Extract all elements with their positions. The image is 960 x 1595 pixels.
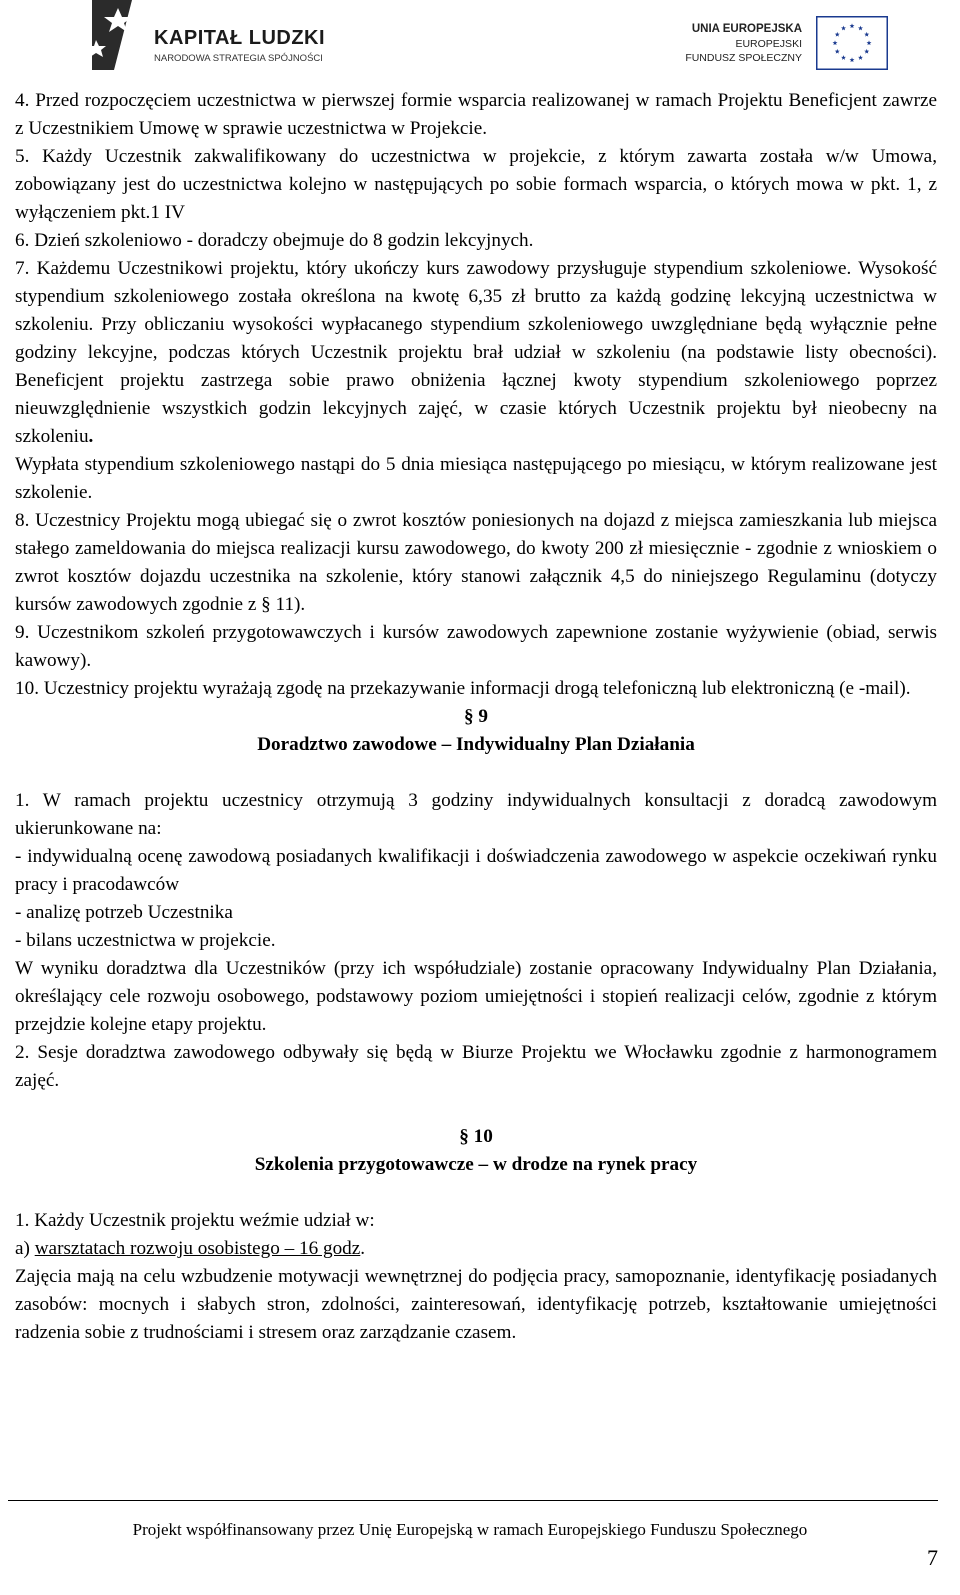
paragraph-7-period: .	[88, 426, 94, 447]
spacer	[15, 1095, 937, 1123]
section-10-paragraph-1: 1. Każdy Uczestnik projektu weźmie udział w:	[15, 1210, 375, 1231]
section-9-list-item-2: - analizę potrzeb Uczestnika	[15, 902, 233, 923]
section-10-item-a-prefix: a)	[15, 1238, 35, 1259]
eu-logo	[668, 12, 888, 72]
section-9-paragraph-2: W wyniku doradztwa dla Uczestników (przy ich współudziale) zostanie opracowany Indywidualny Plan Działania, określający cele rozwoju osobowego, podstawowy poziom umiejętności i stopień realizacji celów, zgodnie z którym przejdzie kolejne etapy projektu.	[15, 958, 937, 1035]
document-body	[15, 87, 937, 1347]
section-9-paragraph-3: 2. Sesje doradztwa zawodowego odbywały się będą w Biurze Projektu we Włocławku zgodnie z harmonogramem zajęć.	[15, 1042, 937, 1091]
paragraph-7b: Wypłata stypendium szkoleniowego nastąpi do 5 dnia miesiąca następującego po miesiącu, w którym realizowane jest szkolenie.	[15, 454, 937, 503]
eu-logo-line3: FUNDUSZ SPOŁECZNY	[685, 52, 802, 64]
section-10-item-a-period: .	[360, 1238, 366, 1259]
kapital-ludzki-logo	[88, 0, 358, 72]
paragraph-8: 8. Uczestnicy Projektu mogą ubiegać się o zwrot kosztów poniesionych na dojazd z miejsca zamieszkania lub miejsca stałego zameldowania do miejsca realizacji kursu zawodowego, do kwoty 200 zł miesięcznie - zgodnie z wnioskiem o zwrot kosztów dojazdu uczestnika na szkolenie, który stanowi załącznik 4,5 do niniejszego Regulaminu (dotyczy kursów zawodowych zgodnie z § 11).	[15, 510, 937, 615]
section-10-item-a	[15, 1235, 937, 1263]
eu-flag-icon	[816, 16, 888, 70]
footer-text: Projekt współfinansowany przez Unię Europejską w ramach Europejskiego Funduszu Społecznego	[132, 1520, 808, 1539]
paragraph-6: 6. Dzień szkoleniowo - doradczy obejmuje do 8 godzin lekcyjnych.	[15, 230, 534, 251]
paragraph-9: 9. Uczestnikom szkoleń przygotowawczych i kursów zawodowych zapewnione zostanie wyżywienie (obiad, serwis kawowy).	[15, 622, 937, 671]
kapital-ludzki-title: KAPITAŁ LUDZKI	[154, 27, 326, 49]
section-9-title: Doradztwo zawodowe – Indywidualny Plan Działania	[257, 734, 695, 755]
paragraph-5: 5. Każdy Uczestnik zakwalifikowany do uczestnictwa w projekcie, z którym zawarta została w/w Umowa, zobowiązany jest do uczestnictwa kolejno w następujących po sobie formach wsparcia, o których mowa w pkt. 1, z wyłączeniem pkt.1 IV	[15, 146, 937, 223]
paragraph-7-text: 7. Każdemu Uczestnikowi projektu, który ukończy kurs zawodowy przysługuje stypendium szkoleniowe. Wysokość stypendium szkoleniowego została określona na kwotę 6,35 zł brutto za każdą godzinę lekcyjną uczestnictwa w szkoleniu. Przy obliczaniu wysokości wypłacanego stypendium szkoleniowego uwzględniane będą wyłącznie pełne godziny lekcyjne, podczas których Uczestnik projektu brał udział w szkoleniu (na podstawie listy obecności). Beneficjent projektu zastrzega sobie prawo obniżenia łącznej kwoty stypendium szkoleniowego poprzez nieuwzględnienie wszystkich godzin lekcyjnych zajęć, w czasie których Uczestnik projektu był nieobecny na szkoleniu	[15, 258, 937, 447]
paragraph-10: 10. Uczestnicy projektu wyrażają zgodę na przekazywanie informacji drogą telefoniczną lub elektroniczną (e -mail).	[15, 678, 911, 699]
section-9-list-item-3: - bilans uczestnictwa w projekcie.	[15, 930, 276, 951]
section-9-number: § 9	[464, 706, 488, 727]
page-number: 7	[927, 1545, 938, 1570]
kapital-ludzki-subtitle: NARODOWA STRATEGIA SPÓJNOŚCI	[154, 53, 323, 64]
paragraph-7	[15, 255, 937, 451]
paragraph-4: 4. Przed rozpoczęciem uczestnictwa w pierwszej formie wsparcia realizowanej w ramach Projektu Beneficjent zawrze z Uczestnikiem Umowę w sprawie uczestnictwa w Projekcie.	[15, 90, 937, 139]
eu-logo-line1: UNIA EUROPEJSKA	[691, 23, 802, 35]
kapital-ludzki-emblem-icon	[88, 0, 150, 70]
section-10-number: § 10	[459, 1126, 493, 1147]
section-9-paragraph-1: 1. W ramach projektu uczestnicy otrzymują 3 godziny indywidualnych konsultacji z doradcą zawodowym ukierunkowane na:	[15, 790, 937, 839]
section-10-paragraph-2: Zajęcia mają na celu wzbudzenie motywacji wewnętrznej do podjęcia pracy, samopoznanie, identyfikację posiadanych zasobów: mocnych i słabych stron, zdolności, zainteresowań, identyfikację potrzeb, kształtowanie umiejętności radzenia sobie z trudnościami i stresem oraz zarządzanie czasem.	[15, 1266, 937, 1343]
section-10-item-a-text: warsztatach rozwoju osobistego – 16 godz	[34, 1238, 361, 1259]
section-10-title: Szkolenia przygotowawcze – w drodze na rynek pracy	[254, 1154, 698, 1175]
page-header	[0, 0, 960, 80]
eu-logo-text	[685, 22, 802, 65]
footer-divider	[8, 1500, 938, 1501]
eu-logo-line2: EUROPEJSKI	[735, 38, 802, 50]
section-9-list-item-1: - indywidualną ocenę zawodową posiadanych kwalifikacji i doświadczenia zawodowego w aspekcie oczekiwań rynku pracy i pracodawców	[15, 846, 937, 895]
